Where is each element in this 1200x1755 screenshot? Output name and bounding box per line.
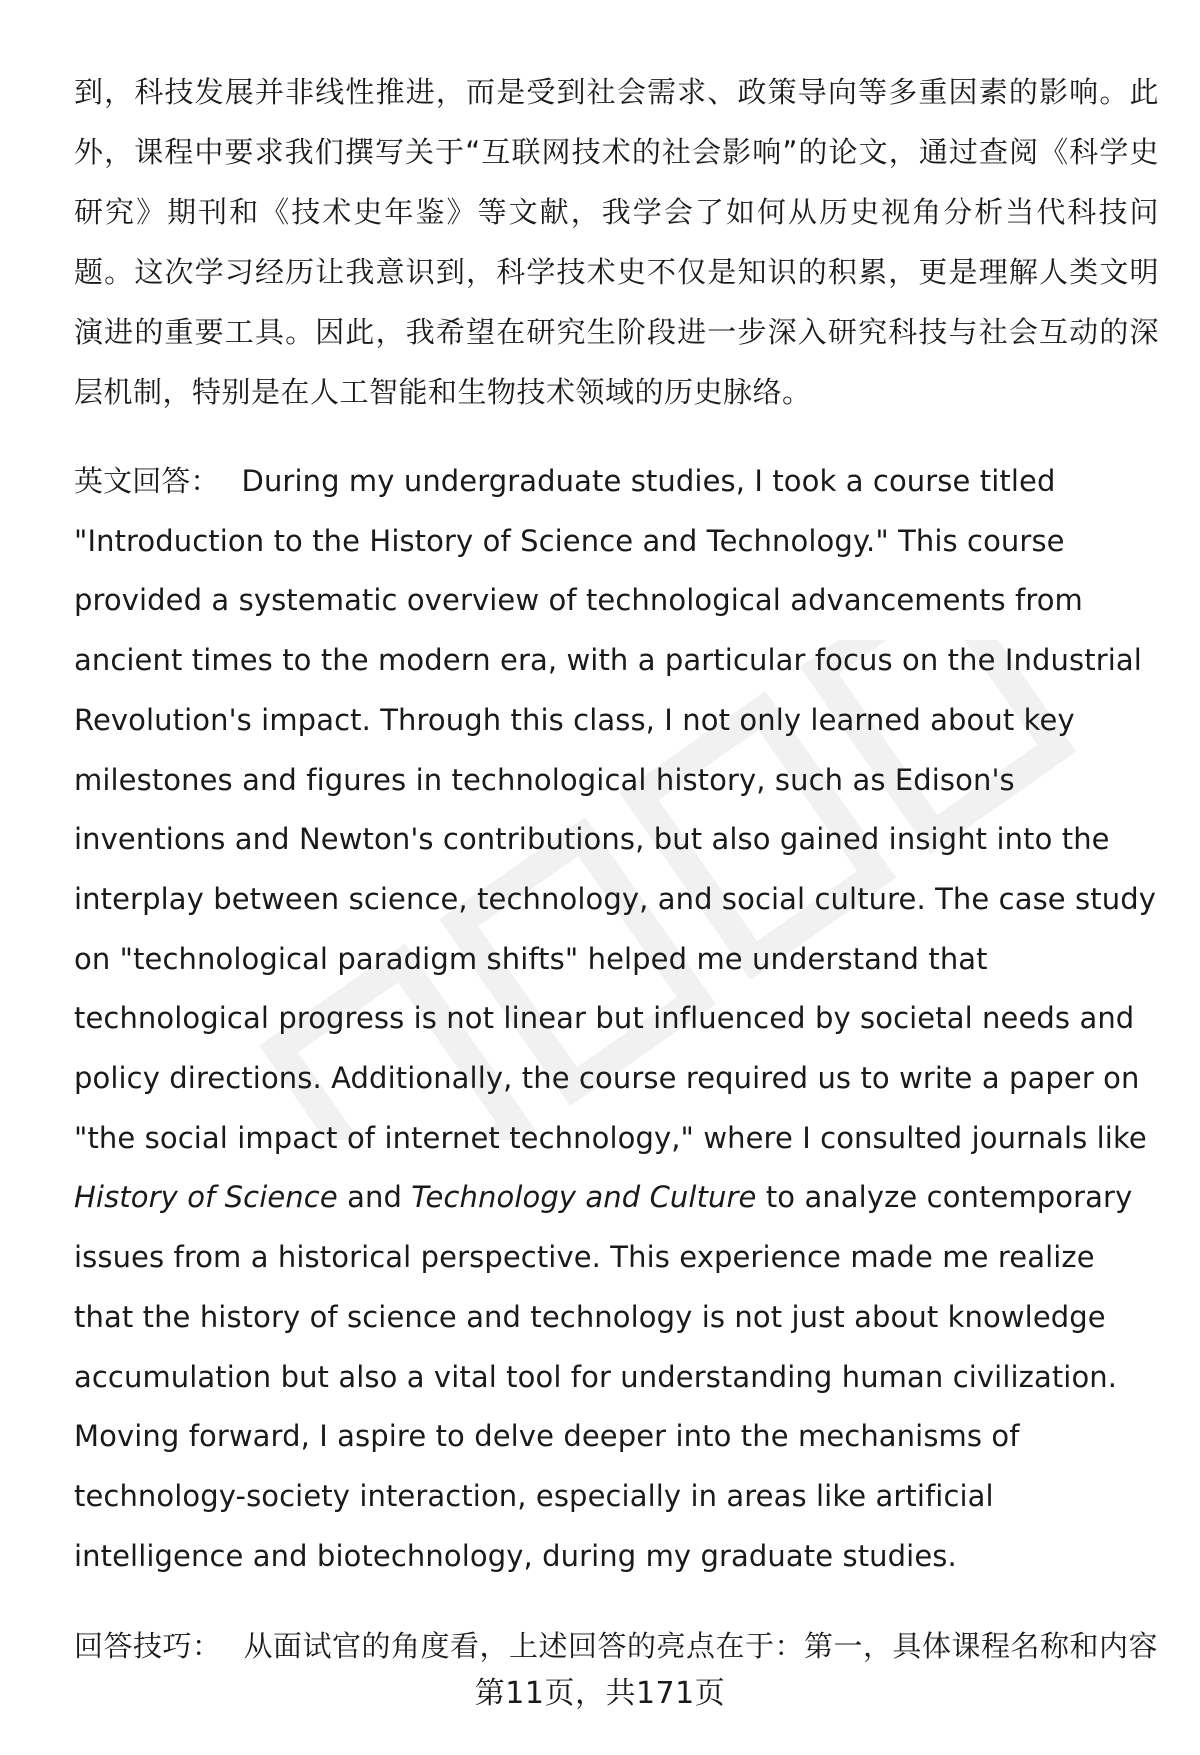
journal-title-1: History of Science bbox=[74, 1180, 338, 1215]
english-answer-paragraph bbox=[74, 452, 1159, 1586]
english-answer-text-2: and bbox=[347, 1180, 402, 1215]
english-answer-text-3: to analyze contemporary issues from a historical perspective. This experience made me realize that the history of science and technology is not just about knowledge accumulation but also a vital tool for understanding human civilization. Moving forward, I aspire to delve deeper into the mechanisms of technology-society interaction, especially in areas like artificial intelligence and biotechnology, during my graduate studies. bbox=[74, 1180, 1133, 1573]
answer-tip-text: 从面试官的角度看，上述回答的亮点在于：第一，具体课程名称和内容 bbox=[243, 1629, 1159, 1664]
page-number-footer: 第11页，共171页 bbox=[474, 1676, 726, 1711]
english-answer-label: 英文回答： bbox=[74, 464, 220, 498]
english-answer-text-1: During my undergraduate studies, I took a course titled "Introduction to the History of Science and Technology." This course provided a systematic overview of technological advancements from ancient times to the modern era, with a particular focus on the Industrial Revolution's impact. Through this class, I not only learned about key milestones and figures in technological history, such as Edison's inventions and Newton's contributions, but also gained insight into the interplay between science, technology, and social culture. The case study on "technological paradigm shifts" helped me understand that technological progress is not linear but influenced by societal needs and policy directions. Additionally, the course required us to write a paper on "the social impact of internet technology," where I consulted journals like bbox=[74, 464, 1156, 1155]
document-body bbox=[74, 62, 1159, 1676]
chinese-paragraph: 到，科技发展并非线性推进，而是受到社会需求、政策导向等多重因素的影响。此外，课程中要求我们撰写关于“互联网技术的社会影响”的论文，通过查阅《科学史研究》期刊和《技术史年鉴》等文献，我学会了如何从历史视角分析当代科技问题。这次学习经历让我意识到，科学技术史不仅是知识的积累，更是理解人类文明演进的重要工具。因此，我希望在研究生阶段进一步深入研究科技与社会互动的深层机制，特别是在人工智能和生物技术领域的历史脉络。 bbox=[74, 75, 1159, 409]
journal-title-2: Technology and Culture bbox=[411, 1180, 757, 1215]
answer-tip-label: 回答技巧： bbox=[74, 1629, 222, 1664]
